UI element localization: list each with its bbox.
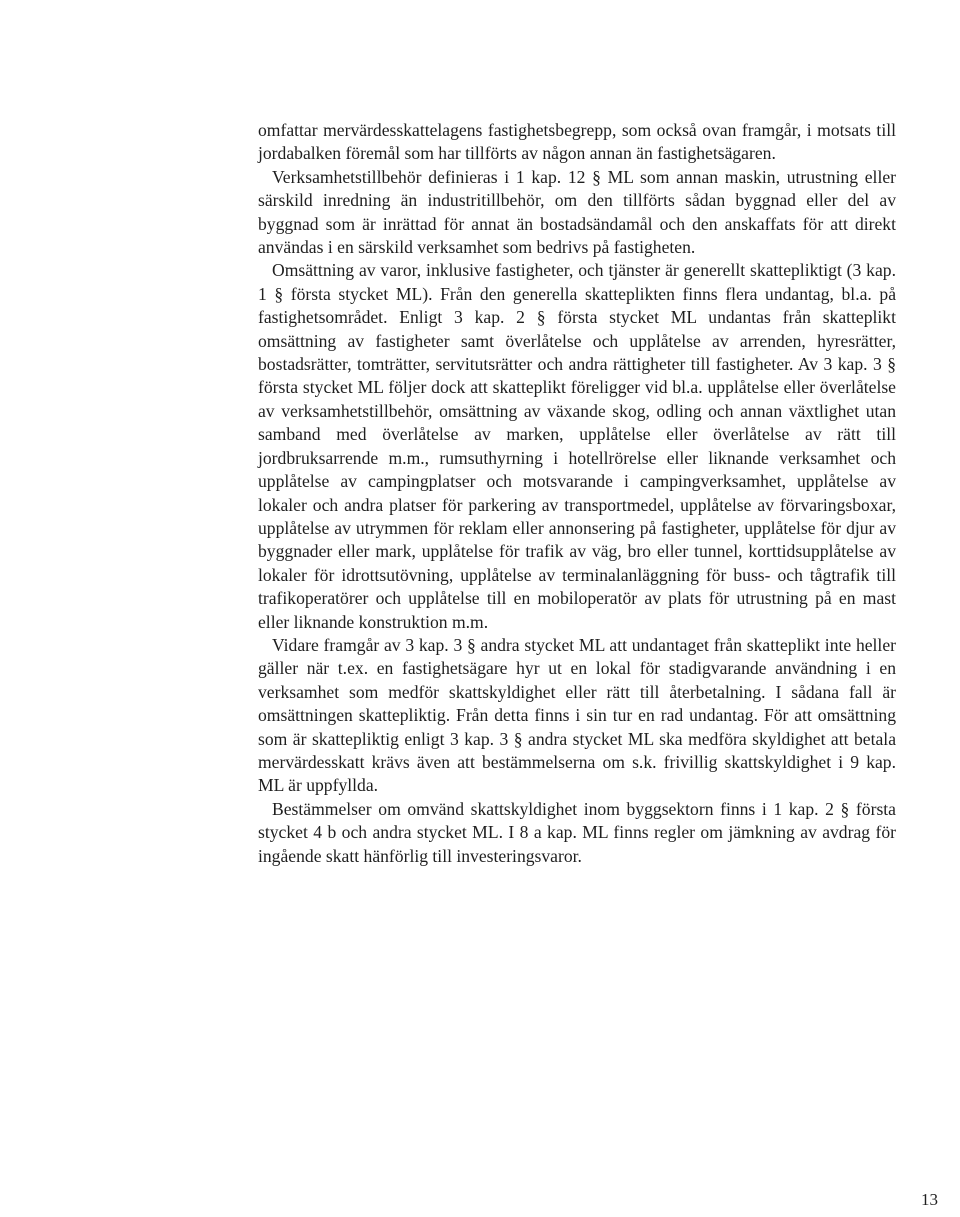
paragraph-omsattning: Omsättning av varor, inklusive fastigheter, och tjänster är generellt skattepliktigt (3 kap. 1 § första stycket ML). Från den generella skatteplikten finns flera undantag, bl.a. på fastighetsområdet. Enligt 3 kap. 2 § första stycket ML undantas från skatteplikt omsättning av fastigheter samt överlåtelse och upplåtelse av arrenden, hyresrätter, bostadsrätter, tomträtter, servitutsrätter och andra rättigheter till fastigheter. Av 3 kap. 3 § första stycket ML följer dock att skatteplikt föreligger vid bl.a. upplåtelse eller överlåtelse av verksamhetstillbehör, omsättning av växande skog, odling och annan växtlighet utan samband med överlåtelse av marken, upplåtelse eller överlåtelse av rätt till jordbruksarrende m.m., rumsuthyrning i hotellrörelse eller liknande verksamhet och upplåtelse av campingplatser och motsvarande i campingverksamhet, upplåtelse av lokaler och andra platser för parkering av transportmedel, upplåtelse av förvaringsboxar, upplåtelse av utrymmen för reklam eller annonsering på fastigheter, upplåtelse för djur av byggnader eller mark, upplåtelse för trafik av väg, bro eller tunnel, korttidsupplåtelse av lokaler för idrottsutövning, upplåtelse av terminalanläggning för buss- och tågtrafik till trafikoperatörer och upplåtelse till en mobiloperatör av plats för utrustning på en mast eller liknande konstruktion m.m. — [258, 260, 896, 632]
paragraph-vidare: Vidare framgår av 3 kap. 3 § andra stycket ML att undantaget från skatteplikt inte heller gäller när t.ex. en fastighetsägare hyr ut en lokal för stadigvarande användning i en verksamhet som medför skattskyldighet eller rätt till återbetalning. I sådana fall är omsättningen skattepliktig. Från detta finns i sin tur en rad undantag. För att omsättning som är skattepliktig enligt 3 kap. 3 § andra stycket ML ska medföra skyldighet att betala mervärdesskatt krävs även att bestämmelserna om s.k. frivillig skattskyldighet i 9 kap. ML är uppfyllda. — [258, 634, 896, 796]
body-text — [258, 119, 896, 868]
paragraph-continuation: omfattar mervärdesskattelagens fastighetsbegrepp, som också ovan framgår, i motsats till jordabalken föremål som har tillförts av någon annan än fastighetsägaren. — [258, 120, 896, 164]
paragraph-verksamhetstillbehor: Verksamhetstillbehör definieras i 1 kap. 12 § ML som annan maskin, utrustning eller särskild inredning än industritillbehör, om den tillförts sådan byggnad eller del av byggnad som är inrättad för annat än bostadsändamål och den anskaffats för att direkt användas i en särskild verksamhet som bedrivs på fastigheten. — [258, 166, 896, 258]
page-number: 13 — [921, 1190, 938, 1209]
paragraph-omvand-skattskyldighet: Bestämmelser om omvänd skattskyldighet inom byggsektorn finns i 1 kap. 2 § första stycket 4 b och andra stycket ML. I 8 a kap. ML finns regler om jämkning av avdrag för ingående skatt hänförlig till investeringsvaror. — [258, 798, 896, 866]
